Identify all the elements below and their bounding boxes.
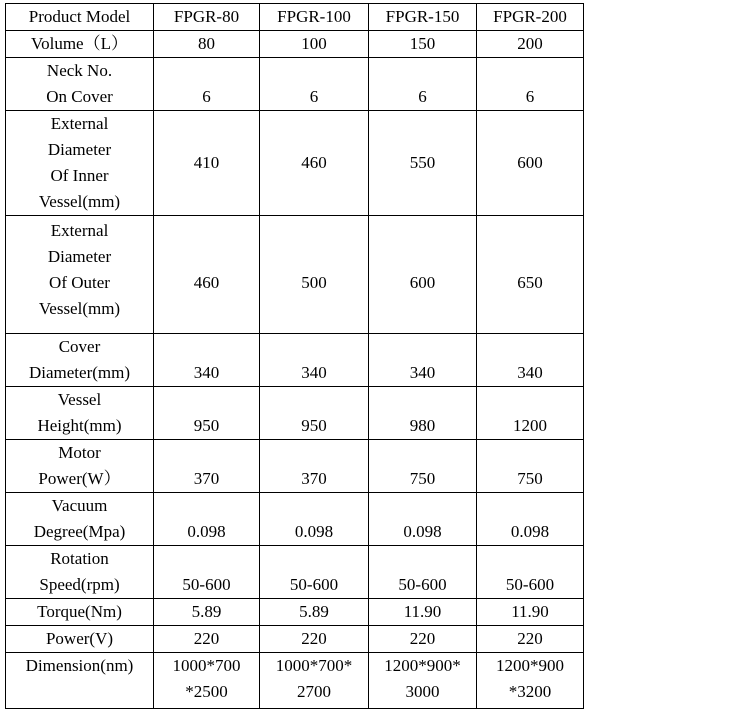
table-row [6,58,584,111]
table-cell: 100 [260,31,369,58]
table-row [6,387,584,440]
row-label: Rotation Speed(rpm) [6,546,154,599]
table-cell: 6 [369,58,477,111]
row-label: Cover Diameter(mm) [6,334,154,387]
table-cell: 6 [260,58,369,111]
table-cell: 6 [477,58,584,111]
header-label: Product Model [6,4,154,31]
table-cell: 370 [260,440,369,493]
spec-table [5,3,584,709]
table-cell: 220 [260,626,369,653]
table-cell: 5.89 [154,599,260,626]
table-cell: 220 [154,626,260,653]
table-cell: 550 [369,111,477,216]
table-cell: 0.098 [154,493,260,546]
table-cell: 340 [477,334,584,387]
row-label: Power(V) [6,626,154,653]
table-row [6,493,584,546]
table-cell: 0.098 [369,493,477,546]
table-row [6,31,584,58]
row-label: Dimension(nm) [6,653,154,709]
table-cell: 0.098 [477,493,584,546]
table-cell: 50-600 [260,546,369,599]
row-label: Neck No. On Cover [6,58,154,111]
table-cell: 11.90 [477,599,584,626]
model-header: FPGR-80 [154,4,260,31]
table-row [6,546,584,599]
table-cell: 50-600 [477,546,584,599]
table-row [6,653,584,709]
table-cell: 650 [477,216,584,334]
table-cell: 1200 [477,387,584,440]
table-cell: 1000*700 *2500 [154,653,260,709]
table-cell: 340 [154,334,260,387]
table-cell: 340 [260,334,369,387]
table-cell: 220 [477,626,584,653]
table-cell: 340 [369,334,477,387]
row-label: Vacuum Degree(Mpa) [6,493,154,546]
table-row [6,111,584,216]
model-header: FPGR-100 [260,4,369,31]
table-cell: 220 [369,626,477,653]
table-cell: 50-600 [369,546,477,599]
table-cell: 0.098 [260,493,369,546]
row-label: Vessel Height(mm) [6,387,154,440]
table-row [6,216,584,334]
table-cell: 80 [154,31,260,58]
table-row [6,334,584,387]
row-label: Volume（L） [6,31,154,58]
table-cell: 500 [260,216,369,334]
table-cell: 600 [477,111,584,216]
row-label: Motor Power(W） [6,440,154,493]
table-cell: 150 [369,31,477,58]
table-row [6,626,584,653]
row-label: Torque(Nm) [6,599,154,626]
table-cell: 950 [260,387,369,440]
table-cell: 460 [154,216,260,334]
model-header: FPGR-200 [477,4,584,31]
row-label: External Diameter Of Inner Vessel(mm) [6,111,154,216]
table-cell: 1200*900 *3200 [477,653,584,709]
table-cell: 460 [260,111,369,216]
table-cell: 370 [154,440,260,493]
row-label: External Diameter Of Outer Vessel(mm) [6,216,154,334]
table-row [6,440,584,493]
table-cell: 750 [477,440,584,493]
table-cell: 950 [154,387,260,440]
table-cell: 750 [369,440,477,493]
table-row [6,599,584,626]
table-cell: 200 [477,31,584,58]
header-row [6,4,584,31]
table-cell: 11.90 [369,599,477,626]
table-cell: 1200*900* 3000 [369,653,477,709]
table-cell: 600 [369,216,477,334]
table-cell: 410 [154,111,260,216]
table-cell: 1000*700* 2700 [260,653,369,709]
table-cell: 5.89 [260,599,369,626]
model-header: FPGR-150 [369,4,477,31]
table-cell: 980 [369,387,477,440]
table-cell: 50-600 [154,546,260,599]
table-cell: 6 [154,58,260,111]
